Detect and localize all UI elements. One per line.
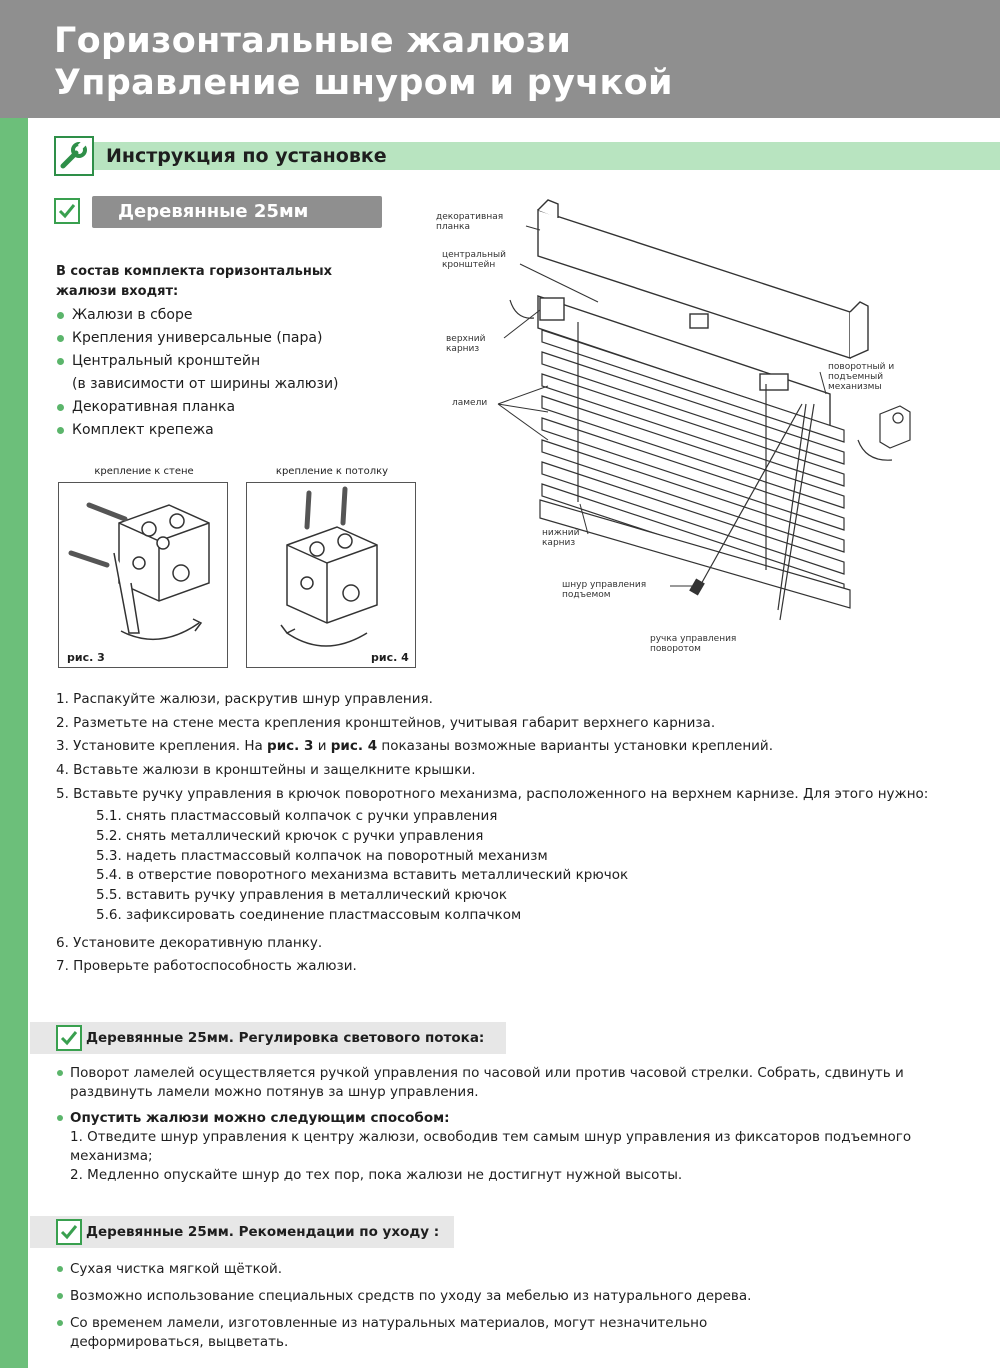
step-4: 4. Вставьте жалюзи в кронштейны и защелкните крышки. bbox=[56, 761, 476, 778]
light-lowering-step1: 1. Отведите шнур управления к центру жалюзи, освободив тем самым шнур управления из фиксаторов подъемного механизма; bbox=[70, 1129, 912, 1164]
page-header bbox=[0, 0, 1000, 118]
variant-label: Деревянные 25мм bbox=[92, 196, 382, 228]
label-tilt-wand: ручка управления поворотом bbox=[650, 634, 737, 654]
step-7: 7. Проверьте работоспособность жалюзи. bbox=[56, 958, 357, 975]
label-top-cornice: верхний карниз bbox=[446, 334, 486, 354]
label-decor-plank: декоративная планка bbox=[436, 212, 504, 232]
step-3-rest: показаны возможные варианты установки креплений. bbox=[377, 738, 773, 754]
page-title-line2: Управление шнуром и ручкой bbox=[54, 63, 673, 103]
list-item: Центральный кронштейн bbox=[56, 350, 396, 373]
section-title: Инструкция по установке bbox=[106, 145, 387, 167]
label-central-bracket: центральный кронштейн bbox=[442, 250, 506, 270]
step-3 bbox=[56, 735, 956, 759]
step-3-and: и bbox=[313, 738, 331, 754]
page-title-line1: Горизонтальные жалюзи bbox=[54, 21, 572, 61]
care-section bbox=[56, 1260, 956, 1352]
fig3-label: рис. 3 bbox=[67, 651, 105, 664]
care-item: Сухая чистка мягкой щёткой. bbox=[56, 1260, 956, 1279]
list-item: Декоративная планка bbox=[56, 396, 396, 419]
wrench-icon bbox=[54, 136, 94, 176]
light-lowering-step2: 2. Медленно опускайте шнур до тех пор, пока жалюзи не достигнут нужной высоты. bbox=[70, 1167, 683, 1183]
step-2: 2. Разметьте на стене места крепления кронштейнов, учитывая габарит верхнего карниза. bbox=[56, 714, 716, 731]
substep: 5.4. в отверстие поворотного механизма вставить металлический крючок bbox=[96, 867, 629, 884]
label-bottom-cornice: нижний карниз bbox=[542, 528, 580, 548]
substep: 5.2. снять металлический крючок с ручки управления bbox=[96, 827, 484, 844]
substep: 5.1. снять пластмассовый колпачок с ручки управления bbox=[96, 808, 498, 824]
wall-bracket-illustration bbox=[59, 483, 227, 667]
label-rotary-mechanism: поворотный и подъемный механизмы bbox=[828, 362, 895, 392]
list-item: Комплект крепежа bbox=[56, 419, 396, 442]
care-item: Со временем ламели, изготовленные из натуральных материалов, могут незначительно деформироваться, выцветать. bbox=[56, 1314, 816, 1352]
fig3-caption: крепление к стене bbox=[94, 466, 194, 477]
fig3-frame bbox=[58, 482, 228, 668]
ceiling-bracket-illustration bbox=[247, 483, 415, 667]
installation-steps bbox=[56, 688, 956, 979]
step-6: 6. Установите декоративную планку. bbox=[56, 934, 323, 951]
light-lowering-heading: Опустить жалюзи можно следующим способом: bbox=[56, 1109, 956, 1128]
checkbox-icon bbox=[56, 1219, 82, 1245]
substep: 5.3. надеть пластмассовый колпачок на поворотный механизм bbox=[96, 847, 548, 864]
list-item: (в зависимости от ширины жалюзи) bbox=[72, 376, 339, 392]
light-section bbox=[56, 1064, 956, 1185]
page-title bbox=[54, 20, 673, 104]
step-3-text: 3. Установите крепления. На bbox=[56, 738, 268, 754]
light-rotation-text: Поворот ламелей осуществляется ручкой управления по часовой или против часовой стрелки. Собрать, сдвинуть и раздвинуть ламели можно потянув за шнур управления. bbox=[56, 1064, 956, 1102]
fig4-caption: крепление к потолку bbox=[275, 466, 389, 477]
checkbox-icon bbox=[56, 1025, 82, 1051]
label-slats: ламели bbox=[452, 398, 488, 408]
step-5-substeps bbox=[56, 803, 956, 932]
fig4-label: рис. 4 bbox=[371, 651, 409, 664]
care-item: Возможно использование специальных средств по уходу за мебелью из натурального дерева. bbox=[56, 1287, 956, 1306]
list-item: Жалюзи в сборе bbox=[56, 304, 396, 327]
substep: 5.5. вставить ручку управления в металлический крючок bbox=[96, 887, 508, 904]
fig4-frame bbox=[246, 482, 416, 668]
kit-list bbox=[56, 304, 396, 442]
light-heading: Деревянные 25мм. Регулировка светового потока: bbox=[86, 1030, 485, 1046]
step-3-fig4-ref: рис. 4 bbox=[330, 738, 378, 754]
kit-heading: В состав комплекта горизонтальных жалюзи входят: bbox=[56, 264, 332, 299]
label-lift-cord: шнур управления подъемом bbox=[562, 580, 647, 600]
left-accent-stripe bbox=[0, 118, 28, 1368]
list-item: Крепления универсальные (пара) bbox=[56, 327, 396, 350]
step-1: 1. Распакуйте жалюзи, раскрутив шнур управления. bbox=[56, 691, 433, 707]
step-5: 5. Вставьте ручку управления в крючок поворотного механизма, расположенного на верхнем карнизе. Для этого нужно: bbox=[56, 786, 929, 802]
care-heading: Деревянные 25мм. Рекомендации по уходу : bbox=[86, 1224, 440, 1240]
step-3-fig3-ref: рис. 3 bbox=[267, 738, 314, 754]
substep: 5.6. зафиксировать соединение пластмассовым колпачком bbox=[96, 906, 522, 923]
checkbox-icon bbox=[54, 198, 80, 224]
